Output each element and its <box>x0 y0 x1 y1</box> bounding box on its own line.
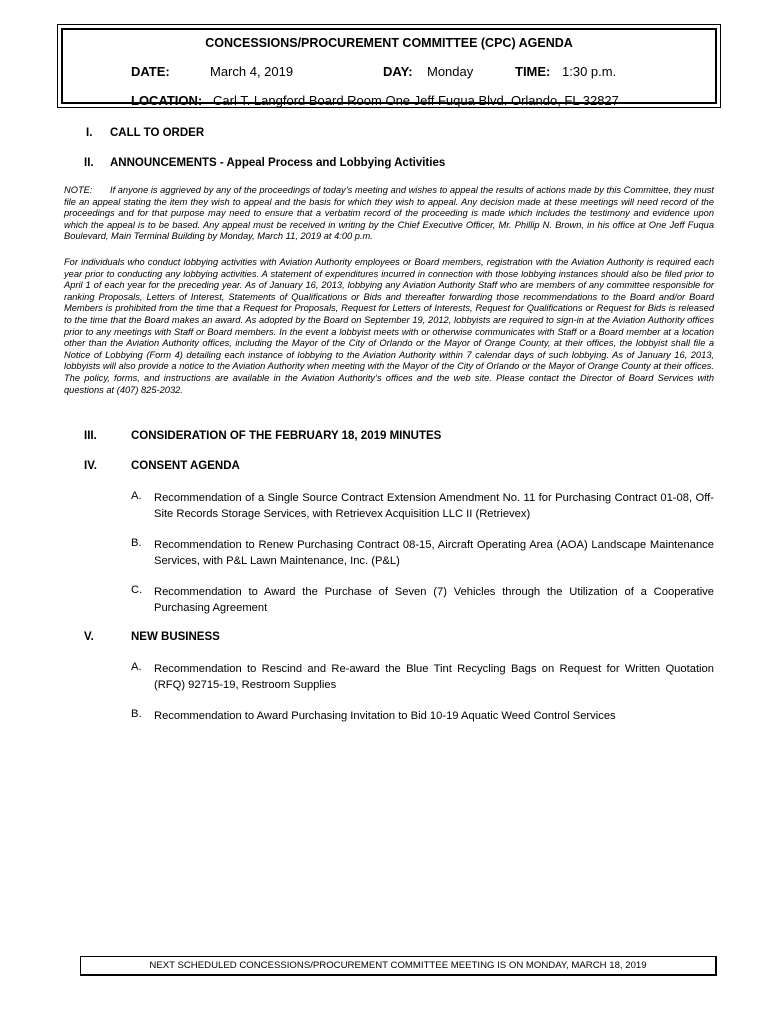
section-number-v: V. <box>84 631 94 643</box>
new-business-item-letter-a: A. <box>131 661 142 673</box>
day-label: DAY: <box>383 64 413 79</box>
agenda-title: CONCESSIONS/PROCUREMENT COMMITTEE (CPC) AGENDA <box>205 36 573 50</box>
consent-item-a: Recommendation of a Single Source Contract Extension Amendment No. 11 for Purchasing Contract 01-08, Off-Site Records Storage Services, with Retrievex Acquisition LLC II (Retrievex) <box>154 492 714 520</box>
location-value: Carl T. Langford Board Room One Jeff Fuqua Blvd. Orlando, FL 32827 <box>213 93 619 108</box>
consent-item-c: Recommendation to Award the Purchase of Seven (7) Vehicles through the Utilization of a Cooperative Purchasing Agreement <box>154 586 714 614</box>
agenda-header-inner-border <box>61 28 717 108</box>
section-title-new-business: NEW BUSINESS <box>131 631 220 643</box>
consent-item-letter-c: C. <box>131 584 143 596</box>
new-business-item-letter-b: B. <box>131 708 142 720</box>
section-title-call-to-order: CALL TO ORDER <box>110 127 205 139</box>
section-number-ii: II. <box>84 157 94 169</box>
section-number-iii: III. <box>84 430 97 442</box>
appeal-process-note <box>64 185 714 243</box>
section-title-announcements: ANNOUNCEMENTS - Appeal Process and Lobbying Activities <box>110 157 446 169</box>
new-business-item-b: Recommendation to Award Purchasing Invitation to Bid 10-19 Aquatic Weed Control Services <box>154 710 616 722</box>
date-label: DATE: <box>131 64 170 79</box>
consent-item-letter-b: B. <box>131 537 142 549</box>
consent-item-letter-a: A. <box>131 490 142 502</box>
section-number-iv: IV. <box>84 460 98 472</box>
lobbying-note: For individuals who conduct lobbying activities with Aviation Authority employees or Board members, registration with the Aviation Authority is required each year prior to conducting any lobbying activities. A statement of expenditures incurred in connection with those lobbying instances should also be filed prior to April 1 of each year for the preceding year. As of January 16, 2013, lobbying any Aviation Authority Staff who are members of any committee responsible for ranking Proposals, Letters of Interest, Statements of Qualifications or Bids and thereafter forwarding those recommendations to the Board and/or Board Members is prohibited from the time that a Request for Proposals, Request for Letters of Interests, Request for Qualifications or Request for Bids is released to the time that the Board makes an award. As adopted by the Board on September 19, 2012, lobbyists are required to sign-in at the Aviation Authority offices prior to any meetings with Staff or Board members. In the event a lobbyist meets with or otherwise communicates with Staff or a Board member at a location other than the Aviation Authority offices, including the Mayor of the City of Orlando or the Mayor of Orange County, at their offices, the lobbyist shall file a Notice of Lobbying (Form 4) detailing each instance of lobbying to the Aviation Authority within 7 calendar days of such lobbying. As of January 16, 2013, lobbyists will also provide a notice to the Aviation Authority when meeting with the Mayor of the City of Orlando or the Mayor of Orange County at their offices. The policy, forms, and instructions are available in the Aviation Authority’s offices and the web site. Please contact the Director of Board Services with questions at (407) 825-2032. <box>64 257 714 395</box>
location-label: LOCATION: <box>131 93 203 108</box>
next-meeting-footer: NEXT SCHEDULED CONCESSIONS/PROCUREMENT COMMITTEE MEETING IS ON MONDAY, MARCH 18, 2019 <box>80 956 717 976</box>
section-number-i: I. <box>86 127 93 139</box>
agenda-header-box <box>57 24 721 108</box>
consent-item-b: Recommendation to Renew Purchasing Contract 08-15, Aircraft Operating Area (AOA) Landscape Maintenance Services, with P&L Lawn Maintenance, Inc. (P&L) <box>154 539 714 567</box>
time-label: TIME: <box>515 64 551 79</box>
time-value: 1:30 p.m. <box>562 64 617 79</box>
day-value: Monday <box>427 64 474 79</box>
date-value: March 4, 2019 <box>210 64 294 79</box>
section-title-consent-agenda: CONSENT AGENDA <box>131 460 240 472</box>
note-label: NOTE: <box>64 185 93 195</box>
new-business-item-a: Recommendation to Rescind and Re-award the Blue Tint Recycling Bags on Request for Written Quotation (RFQ) 92715-19, Restroom Supplies <box>154 663 714 691</box>
section-title-minutes: CONSIDERATION OF THE FEBRUARY 18, 2019 MINUTES <box>131 430 442 442</box>
note-paragraph-appeal: If anyone is aggrieved by any of the proceedings of today’s meeting and wishes to appeal the results of actions made by this Committee, they must file an appeal stating the item they wish to appeal and the basis for which they wish to appeal. Any decision made at these meetings will need record of the proceedings and for that purpose may need to ensure that a verbatim record of the proceeding is made which includes the testimony and evidence upon which the appeal is to be based. Any appeal must be received in writing by the Chief Executive Officer, Mr. Phillip N. Brown, in his office at One Jeff Fuqua Boulevard, Main Terminal Building by Monday, March 11, 2019 at 4:00 p.m. <box>64 185 714 242</box>
